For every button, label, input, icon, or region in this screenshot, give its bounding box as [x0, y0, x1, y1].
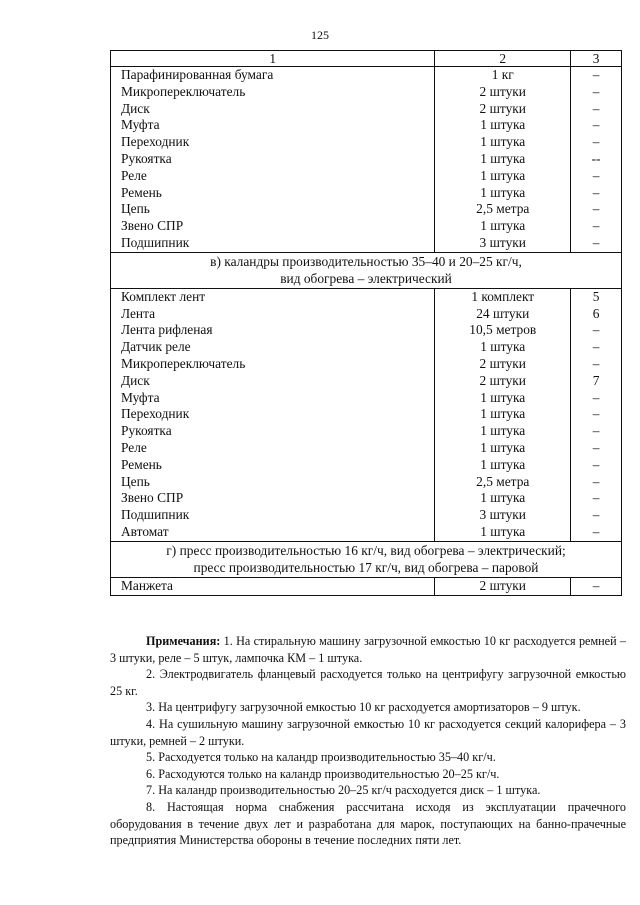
item-qty-cell: 1 штука: [435, 524, 571, 541]
item-note-cell: –: [571, 490, 622, 507]
item-qty-cell: 1 штука: [435, 218, 571, 235]
item-note-cell: –: [571, 201, 622, 218]
section-row: [111, 252, 622, 288]
item-note-cell: –: [571, 440, 622, 457]
item-note-cell: –: [571, 134, 622, 151]
item-note-cell: –: [571, 84, 622, 101]
table-header-row: [111, 51, 622, 67]
item-name-cell: Микропереключатель: [111, 84, 435, 101]
item-name-cell: Манжета: [111, 577, 435, 595]
item-name-cell: Переходник: [111, 406, 435, 423]
table-row: [111, 306, 622, 323]
table-row: [111, 117, 622, 134]
item-note-cell: --: [571, 151, 622, 168]
item-note-cell: –: [571, 117, 622, 134]
item-qty-cell: 1 штука: [435, 151, 571, 168]
table-row: [111, 457, 622, 474]
table-row: [111, 507, 622, 524]
item-note-cell: –: [571, 423, 622, 440]
table-row: [111, 577, 622, 595]
item-note-cell: –: [571, 577, 622, 595]
item-qty-cell: 1 штука: [435, 168, 571, 185]
item-name-cell: Диск: [111, 373, 435, 390]
section-row: [111, 541, 622, 577]
item-qty-cell: 1 штука: [435, 457, 571, 474]
item-note-cell: –: [571, 406, 622, 423]
item-qty-cell: 1 штука: [435, 423, 571, 440]
item-qty-cell: 2 штуки: [435, 373, 571, 390]
section-heading-line: пресс производительностью 17 кг/ч, вид обогрева – паровой: [193, 560, 539, 576]
item-name-cell: Комплект лент: [111, 288, 435, 305]
item-qty-cell: 2 штуки: [435, 577, 571, 595]
item-qty-cell: 2,5 метра: [435, 201, 571, 218]
item-note-cell: –: [571, 67, 622, 84]
table-row: [111, 218, 622, 235]
section-heading-line: г) пресс производительностью 16 кг/ч, вид обогрева – электрический;: [166, 542, 566, 558]
item-qty-cell: 1 штука: [435, 390, 571, 407]
column-header: 1: [111, 51, 435, 67]
item-qty-cell: 1 штука: [435, 339, 571, 356]
item-note-cell: –: [571, 322, 622, 339]
table-row: [111, 423, 622, 440]
item-qty-cell: 1 штука: [435, 134, 571, 151]
table-row: [111, 524, 622, 541]
item-qty-cell: 3 штуки: [435, 235, 571, 252]
item-name-cell: Рукоятка: [111, 423, 435, 440]
table-row: [111, 84, 622, 101]
item-name-cell: Переходник: [111, 134, 435, 151]
note-item: 6. Расходуются только на каландр производительностью 20–25 кг/ч.: [146, 766, 500, 781]
table-row: [111, 168, 622, 185]
item-note-cell: –: [571, 185, 622, 202]
item-qty-cell: 24 штуки: [435, 306, 571, 323]
notes-block: [110, 633, 626, 849]
item-name-cell: Цепь: [111, 201, 435, 218]
item-note-cell: –: [571, 457, 622, 474]
item-note-cell: –: [571, 390, 622, 407]
item-name-cell: Реле: [111, 440, 435, 457]
table-row: [111, 474, 622, 491]
item-name-cell: Микропереключатель: [111, 356, 435, 373]
item-note-cell: –: [571, 218, 622, 235]
item-note-cell: –: [571, 101, 622, 118]
item-qty-cell: 1 штука: [435, 185, 571, 202]
item-name-cell: Автомат: [111, 524, 435, 541]
item-name-cell: Цепь: [111, 474, 435, 491]
item-qty-cell: 3 штуки: [435, 507, 571, 524]
item-name-cell: Ремень: [111, 457, 435, 474]
item-qty-cell: 1 штука: [435, 406, 571, 423]
item-qty-cell: 2 штуки: [435, 84, 571, 101]
item-qty-cell: 1 штука: [435, 117, 571, 134]
item-qty-cell: 2 штуки: [435, 356, 571, 373]
item-note-cell: –: [571, 339, 622, 356]
table-row: [111, 356, 622, 373]
table-row: [111, 235, 622, 252]
item-qty-cell: 1 комплект: [435, 288, 571, 305]
column-header: 2: [435, 51, 571, 67]
note-item: [110, 633, 626, 666]
item-name-cell: Звено СПР: [111, 490, 435, 507]
table-row: [111, 339, 622, 356]
item-name-cell: Лента: [111, 306, 435, 323]
item-qty-cell: 1 штука: [435, 440, 571, 457]
table-row: [111, 288, 622, 305]
item-name-cell: Муфта: [111, 390, 435, 407]
item-name-cell: Подшипник: [111, 235, 435, 252]
table-row: [111, 67, 622, 84]
table-row: [111, 390, 622, 407]
page-number: 125: [311, 28, 329, 42]
item-note-cell: 5: [571, 288, 622, 305]
table-row: [111, 201, 622, 218]
item-note-cell: –: [571, 168, 622, 185]
section-heading: [111, 252, 622, 288]
table-row: [111, 101, 622, 118]
table-row: [111, 322, 622, 339]
item-note-cell: –: [571, 356, 622, 373]
item-note-cell: –: [571, 474, 622, 491]
supply-norm-table: [110, 50, 622, 596]
table-row: [111, 406, 622, 423]
item-name-cell: Парафинированная бумага: [111, 67, 435, 84]
table-row: [111, 490, 622, 507]
table-row: [111, 185, 622, 202]
column-header: 3: [571, 51, 622, 67]
notes-heading: Примечания:: [146, 634, 221, 648]
table-row: [111, 151, 622, 168]
item-qty-cell: 2,5 метра: [435, 474, 571, 491]
item-qty-cell: 1 штука: [435, 490, 571, 507]
section-heading-line: вид обогрева – электрический: [280, 271, 452, 287]
item-note-cell: 6: [571, 306, 622, 323]
item-name-cell: Датчик реле: [111, 339, 435, 356]
item-name-cell: Реле: [111, 168, 435, 185]
item-name-cell: Подшипник: [111, 507, 435, 524]
item-note-cell: 7: [571, 373, 622, 390]
item-note-cell: –: [571, 507, 622, 524]
note-text: 1. На стиральную машину загрузочной емкостью 10 кг расходуется ремней – 3 штуки, реле – 5 штук, лампочка КМ – 1 штука.: [110, 634, 626, 665]
item-qty-cell: 2 штуки: [435, 101, 571, 118]
item-note-cell: –: [571, 524, 622, 541]
item-qty-cell: 1 кг: [435, 67, 571, 84]
item-name-cell: Лента рифленая: [111, 322, 435, 339]
note-item: 5. Расходуется только на каландр производительностью 35–40 кг/ч.: [146, 750, 496, 765]
note-item: 3. На центрифугу загрузочной емкостью 10 кг расходуется амортизаторов – 9 штук.: [146, 700, 581, 715]
item-note-cell: –: [571, 235, 622, 252]
note-item: 8. Настоящая норма снабжения рассчитана исходя из эксплуатации прачечного оборудования в течение двух лет и разработана для марок, поступающих на банно-прачечные предприятия Министерства обороны в течение последних пяти лет.: [110, 799, 626, 848]
note-item: 7. На каландр производительностью 20–25 кг/ч расходуется диск – 1 штука.: [146, 783, 541, 798]
item-name-cell: Муфта: [111, 117, 435, 134]
table-row: [111, 373, 622, 390]
section-heading: [111, 541, 622, 577]
item-name-cell: Рукоятка: [111, 151, 435, 168]
note-item: 2. Электродвигатель фланцевый расходуется только на центрифугу загрузочной емкостью 25 кг.: [110, 667, 626, 698]
item-name-cell: Звено СПР: [111, 218, 435, 235]
table-row: [111, 440, 622, 457]
section-heading-line: в) каландры производительностью 35–40 и 20–25 кг/ч,: [210, 253, 522, 269]
item-name-cell: Диск: [111, 101, 435, 118]
table-row: [111, 134, 622, 151]
note-item: 4. На сушильную машину загрузочной емкостью 10 кг расходуется секций калорифера – 3 штуки, ремней – 2 штуки.: [110, 716, 626, 748]
item-qty-cell: 10,5 метров: [435, 322, 571, 339]
item-name-cell: Ремень: [111, 185, 435, 202]
